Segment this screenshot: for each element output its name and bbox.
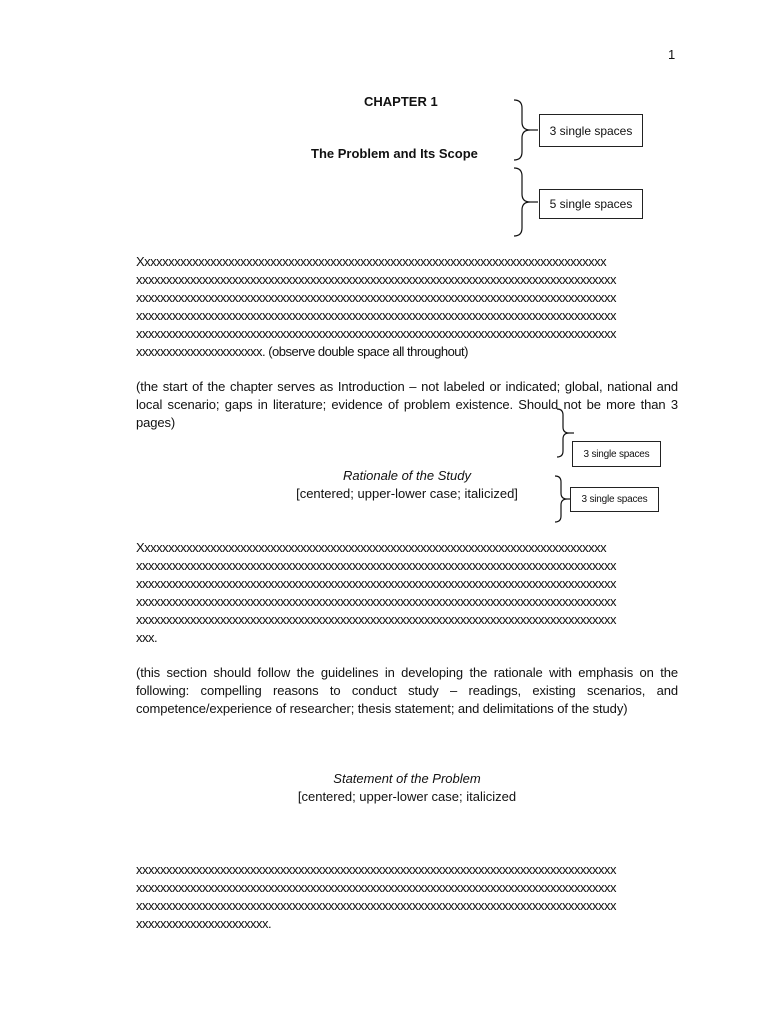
placeholder-line: xxxxxxxxxxxxxxxxxxxxxxxxxxxxxxxxxxxxxxxxxxxxxxxxxxxxxxxxxxxxxxxxxxxxxxxxxxxxxxxx [136, 576, 616, 591]
placeholder-line: xxxxxxxxxxxxxxxxxxxxxxxxxxxxxxxxxxxxxxxxxxxxxxxxxxxxxxxxxxxxxxxxxxxxxxxxxxxxxxxx [136, 272, 616, 287]
placeholder-line: xxxxxxxxxxxxxxxxxxxxxxxxxxxxxxxxxxxxxxxxxxxxxxxxxxxxxxxxxxxxxxxxxxxxxxxxxxxxxxxx [136, 594, 616, 609]
placeholder-line: Xxxxxxxxxxxxxxxxxxxxxxxxxxxxxxxxxxxxxxxxxxxxxxxxxxxxxxxxxxxxxxxxxxxxxxxxxxxxxx [136, 254, 607, 269]
placeholder-line: xxxxxxxxxxxxxxxxxxxxx. (observe double space all throughout) [136, 344, 468, 359]
section-title: Rationale of the Study [343, 468, 471, 483]
spacing-note-box: 5 single spaces [539, 189, 643, 219]
placeholder-line: xxxxxxxxxxxxxxxxxxxxxxxxxxxxxxxxxxxxxxxxxxxxxxxxxxxxxxxxxxxxxxxxxxxxxxxxxxxxxxxx [136, 308, 616, 323]
rationale-placeholder-text [136, 539, 678, 647]
brace-icon [512, 166, 542, 238]
placeholder-line: xxxxxxxxxxxxxxxxxxxxxxxxxxxxxxxxxxxxxxxxxxxxxxxxxxxxxxxxxxxxxxxxxxxxxxxxxxxxxxxx [136, 862, 616, 877]
intro-placeholder-text [136, 253, 678, 361]
section-title: Statement of the Problem [333, 771, 481, 786]
placeholder-line: xxx. [136, 630, 158, 645]
chapter-title: CHAPTER 1 [364, 94, 438, 109]
placeholder-line: xxxxxxxxxxxxxxxxxxxxxxxxxxxxxxxxxxxxxxxxxxxxxxxxxxxxxxxxxxxxxxxxxxxxxxxxxxxxxxxx [136, 326, 616, 341]
chapter-subtitle: The Problem and Its Scope [311, 146, 478, 161]
placeholder-line: xxxxxxxxxxxxxxxxxxxxxxxxxxxxxxxxxxxxxxxxxxxxxxxxxxxxxxxxxxxxxxxxxxxxxxxxxxxxxxxx [136, 612, 616, 627]
format-note: [centered; upper-lower case; italicized] [296, 486, 518, 501]
intro-note: (the start of the chapter serves as Introduction – not labeled or indicated; global, national and local scenario; gaps in literature; evidence of problem existence. Should not be more than 3 pages) [136, 379, 678, 430]
placeholder-line: xxxxxxxxxxxxxxxxxxxxxx. [136, 916, 272, 931]
brace-icon [512, 98, 542, 162]
problem-statement-placeholder-text [136, 861, 678, 933]
placeholder-line: xxxxxxxxxxxxxxxxxxxxxxxxxxxxxxxxxxxxxxxxxxxxxxxxxxxxxxxxxxxxxxxxxxxxxxxxxxxxxxxx [136, 898, 616, 913]
rationale-note: (this section should follow the guidelines in developing the rationale with emphasis on the following: compelling reasons to conduct study – readings, existing scenarios, and competence/experience of researcher; thesis statement; and delimitations of the study) [136, 665, 678, 716]
format-note: [centered; upper-lower case; italicized [297, 789, 517, 804]
problem-statement-heading [136, 770, 678, 806]
spacing-note-box: 3 single spaces [572, 441, 661, 467]
placeholder-line: Xxxxxxxxxxxxxxxxxxxxxxxxxxxxxxxxxxxxxxxxxxxxxxxxxxxxxxxxxxxxxxxxxxxxxxxxxxxxxx [136, 540, 607, 555]
placeholder-line: xxxxxxxxxxxxxxxxxxxxxxxxxxxxxxxxxxxxxxxxxxxxxxxxxxxxxxxxxxxxxxxxxxxxxxxxxxxxxxxx [136, 290, 616, 305]
placeholder-line: xxxxxxxxxxxxxxxxxxxxxxxxxxxxxxxxxxxxxxxxxxxxxxxxxxxxxxxxxxxxxxxxxxxxxxxxxxxxxxxx [136, 558, 616, 573]
spacing-note-box: 3 single spaces [570, 487, 659, 512]
placeholder-line: xxxxxxxxxxxxxxxxxxxxxxxxxxxxxxxxxxxxxxxxxxxxxxxxxxxxxxxxxxxxxxxxxxxxxxxxxxxxxxxx [136, 880, 616, 895]
page-number: 1 [668, 47, 676, 62]
spacing-note-box: 3 single spaces [539, 114, 643, 147]
